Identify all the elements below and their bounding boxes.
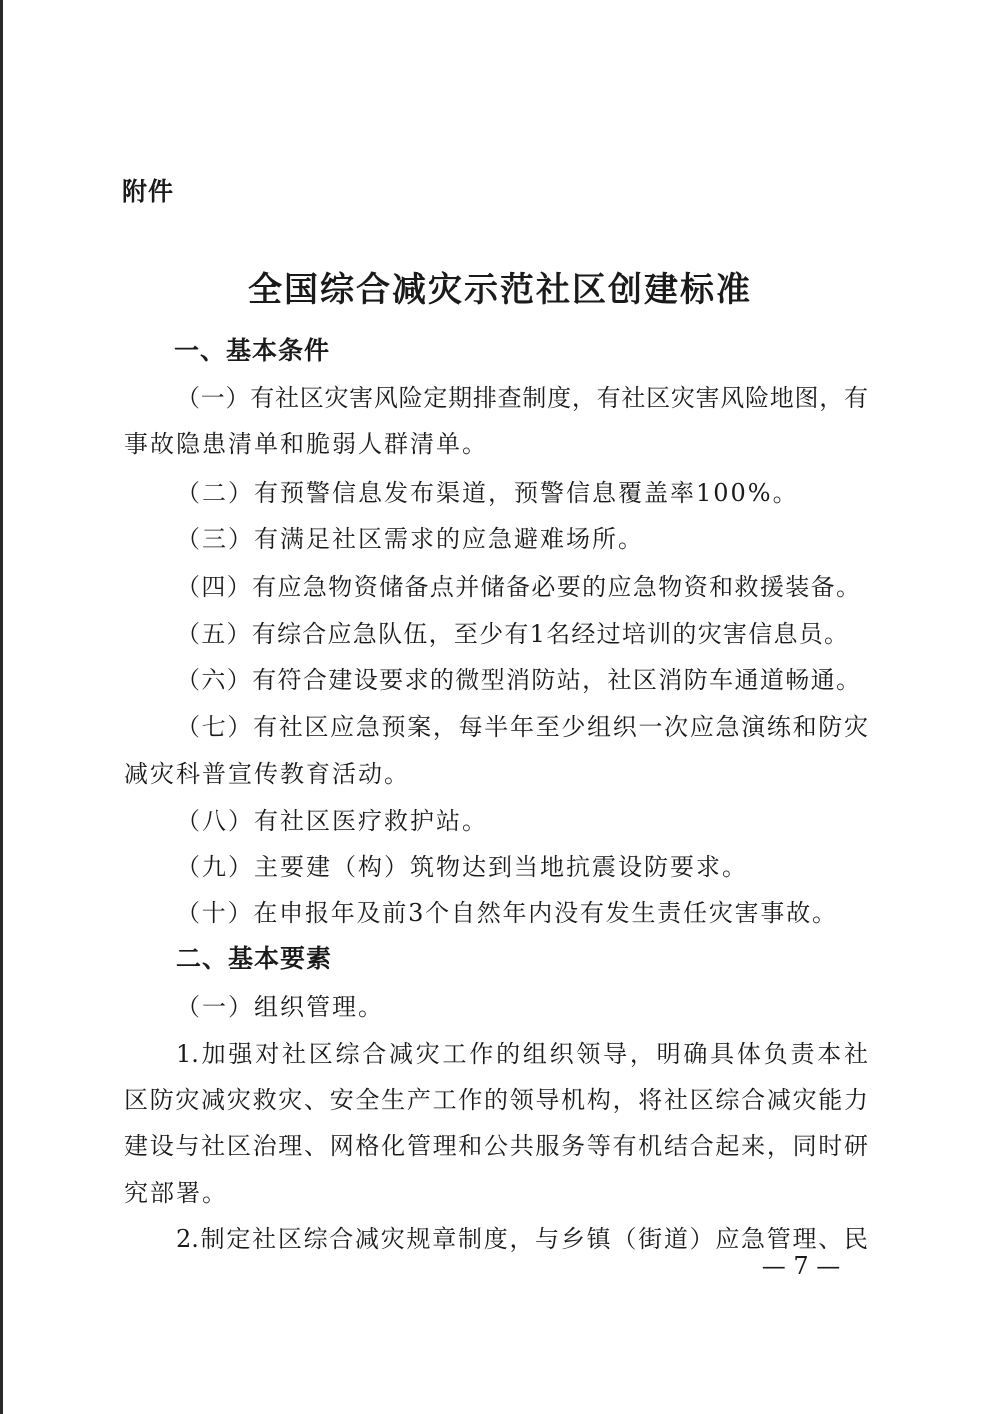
paragraph-line: 建设与社区治理、网格化管理和公共服务等有机结合起来，同时研 [124,1132,868,1160]
subsection-heading: （一）组织管理。 [176,993,384,1021]
paragraph-line: （二）有预警信息发布渠道，预警信息覆盖率100%。 [176,479,799,507]
paragraph-line: （九）主要建（构）筑物达到当地抗震设防要求。 [176,853,748,881]
paragraph-line: （八）有社区医疗救护站。 [176,807,488,835]
section-heading-basic-conditions: 一、基本条件 [174,336,331,365]
paragraph-line: 区防灾减灾救灾、安全生产工作的领导机构，将社区综合减灾能力 [124,1086,868,1114]
scan-edge-shadow [0,0,3,1414]
document-title: 全国综合减灾示范社区创建标准 [248,270,752,310]
paragraph-line: （十）在申报年及前3个自然年内没有发生责任灾害事故。 [176,899,836,927]
paragraph-line: 1.加强对社区综合减灾工作的组织领导，明确具体负责本社 [176,1040,868,1068]
paragraph-line: 减灾科普宣传教育活动。 [124,760,410,788]
paragraph-line: 事故隐患清单和脆弱人群清单。 [124,430,488,458]
paragraph-line: 究部署。 [124,1179,228,1207]
paragraph-line: （六）有符合建设要求的微型消防站，社区消防车通道畅通。 [176,666,860,694]
paragraph-line: 2.制定社区综合减灾规章制度，与乡镇（街道）应急管理、民 [176,1225,868,1253]
paragraph-line: （七）有社区应急预案，每半年至少组织一次应急演练和防灾 [176,713,868,741]
paragraph-line: （一）有社区灾害风险定期排查制度，有社区灾害风险地图，有 [176,384,868,412]
page-number: — 7 — [761,1252,841,1280]
section-heading-basic-elements: 二、基本要素 [176,944,333,973]
attachment-label: 附件 [122,177,175,206]
paragraph-line: （三）有满足社区需求的应急避难场所。 [176,525,644,553]
paragraph-line: （四）有应急物资储备点并储备必要的应急物资和救援装备。 [176,573,860,601]
paragraph-line: （五）有综合应急队伍，至少有1名经过培训的灾害信息员。 [176,620,848,648]
